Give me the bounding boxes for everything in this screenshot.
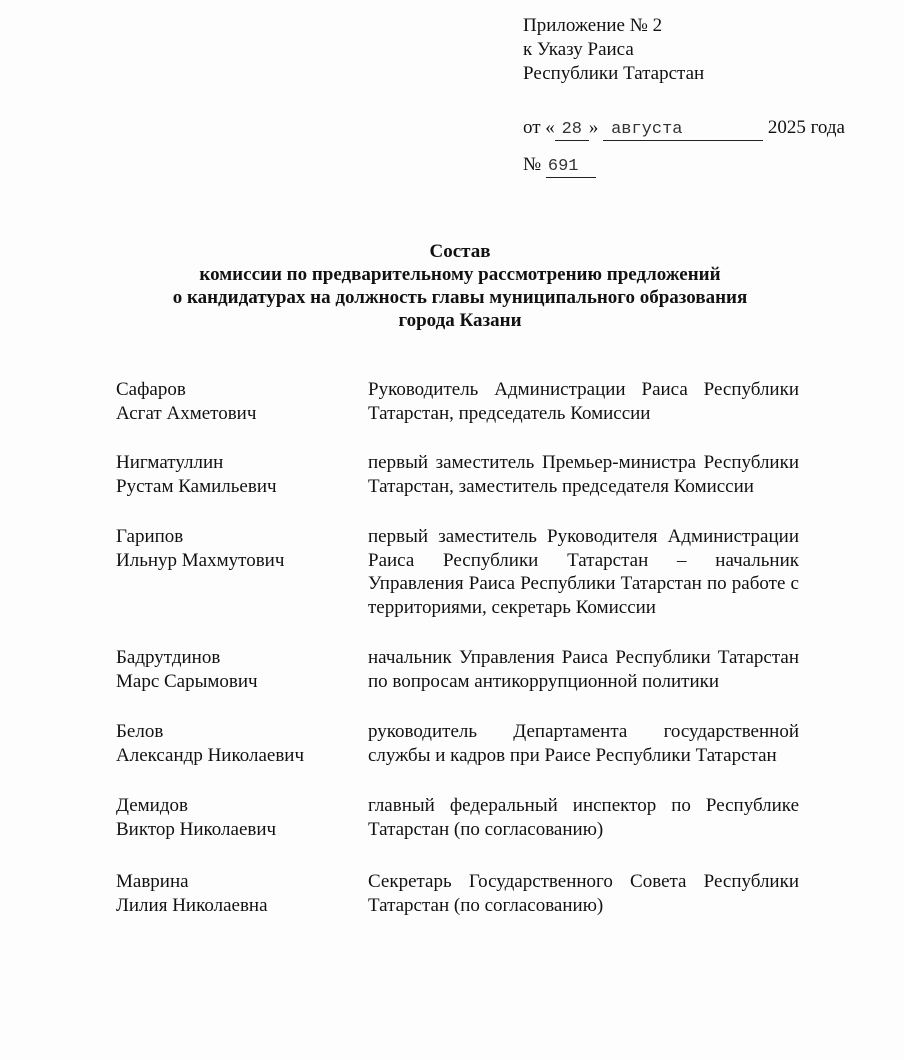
member-name [116,451,368,498]
member-given-names: Марс Сарымович [116,670,258,692]
member-name [116,646,368,693]
member-given-names: Ильнур Махмутович [116,549,285,571]
member-row [116,378,806,425]
number-value: 691 [546,157,596,178]
appendix-header [523,14,845,178]
title-line-2: комиссии по предварительному рассмотрению предложений [199,264,721,285]
member-row [116,794,806,841]
member-given-names: Лилия Николаевна [116,894,268,916]
member-role: первый заместитель Премьер-министра Республики Татарстан, заместитель председателя Комиссии [368,452,799,497]
appendix-number: Приложение № 2 [523,15,663,36]
member-row [116,646,806,693]
republic-name: Республики Татарстан [523,63,705,84]
date-mid: » [588,117,599,138]
member-row [116,870,806,917]
commission-members-list [116,378,806,917]
date-month: августа [603,120,763,141]
member-name [116,720,368,767]
member-name [116,870,368,917]
member-given-names: Асгат Ахметович [116,402,257,424]
member-name [116,525,368,619]
member-role: главный федеральный инспектор по Республике Татарстан (по согласованию) [368,795,799,840]
member-surname: Демидов [116,795,188,816]
date-prefix: от « [523,117,555,138]
member-role: Руководитель Администрации Раиса Республики Татарстан, председатель Комиссии [368,379,799,424]
title-line-1: Состав [429,241,491,262]
number-prefix: № [523,154,542,175]
member-surname: Белов [116,721,164,742]
document-title [90,240,830,332]
member-role: Секретарь Государственного Совета Республики Татарстан (по согласованию) [368,871,799,916]
member-surname: Бадрутдинов [116,647,221,668]
decree-number [523,153,845,178]
member-row [116,525,806,619]
date-day: 28 [555,120,589,141]
member-surname: Сафаров [116,379,186,400]
decree-date [523,116,845,141]
member-row [116,451,806,498]
member-row [116,720,806,767]
member-role: руководитель Департамента государственной службы и кадров при Раисе Республики Татарстан [368,721,799,766]
member-role: первый заместитель Руководителя Администрации Раиса Республики Татарстан – начальник Управления Раиса Республики Татарстан по работе с территориями, секретарь Комиссии [368,526,799,618]
member-role: начальник Управления Раиса Республики Татарстан по вопросам антикоррупционной политики [368,647,799,692]
member-surname: Гарипов [116,526,184,547]
member-given-names: Рустам Камильевич [116,475,277,497]
member-name [116,378,368,425]
member-surname: Нигматуллин [116,452,224,473]
member-given-names: Виктор Николаевич [116,818,277,840]
member-name [116,794,368,841]
title-line-4: города Казани [398,310,522,331]
title-line-3: о кандидатурах на должность главы муниципального образования [172,287,748,308]
member-given-names: Александр Николаевич [116,744,305,766]
member-surname: Маврина [116,871,189,892]
decree-reference: к Указу Раиса [523,39,634,60]
date-year: 2025 года [767,117,845,138]
